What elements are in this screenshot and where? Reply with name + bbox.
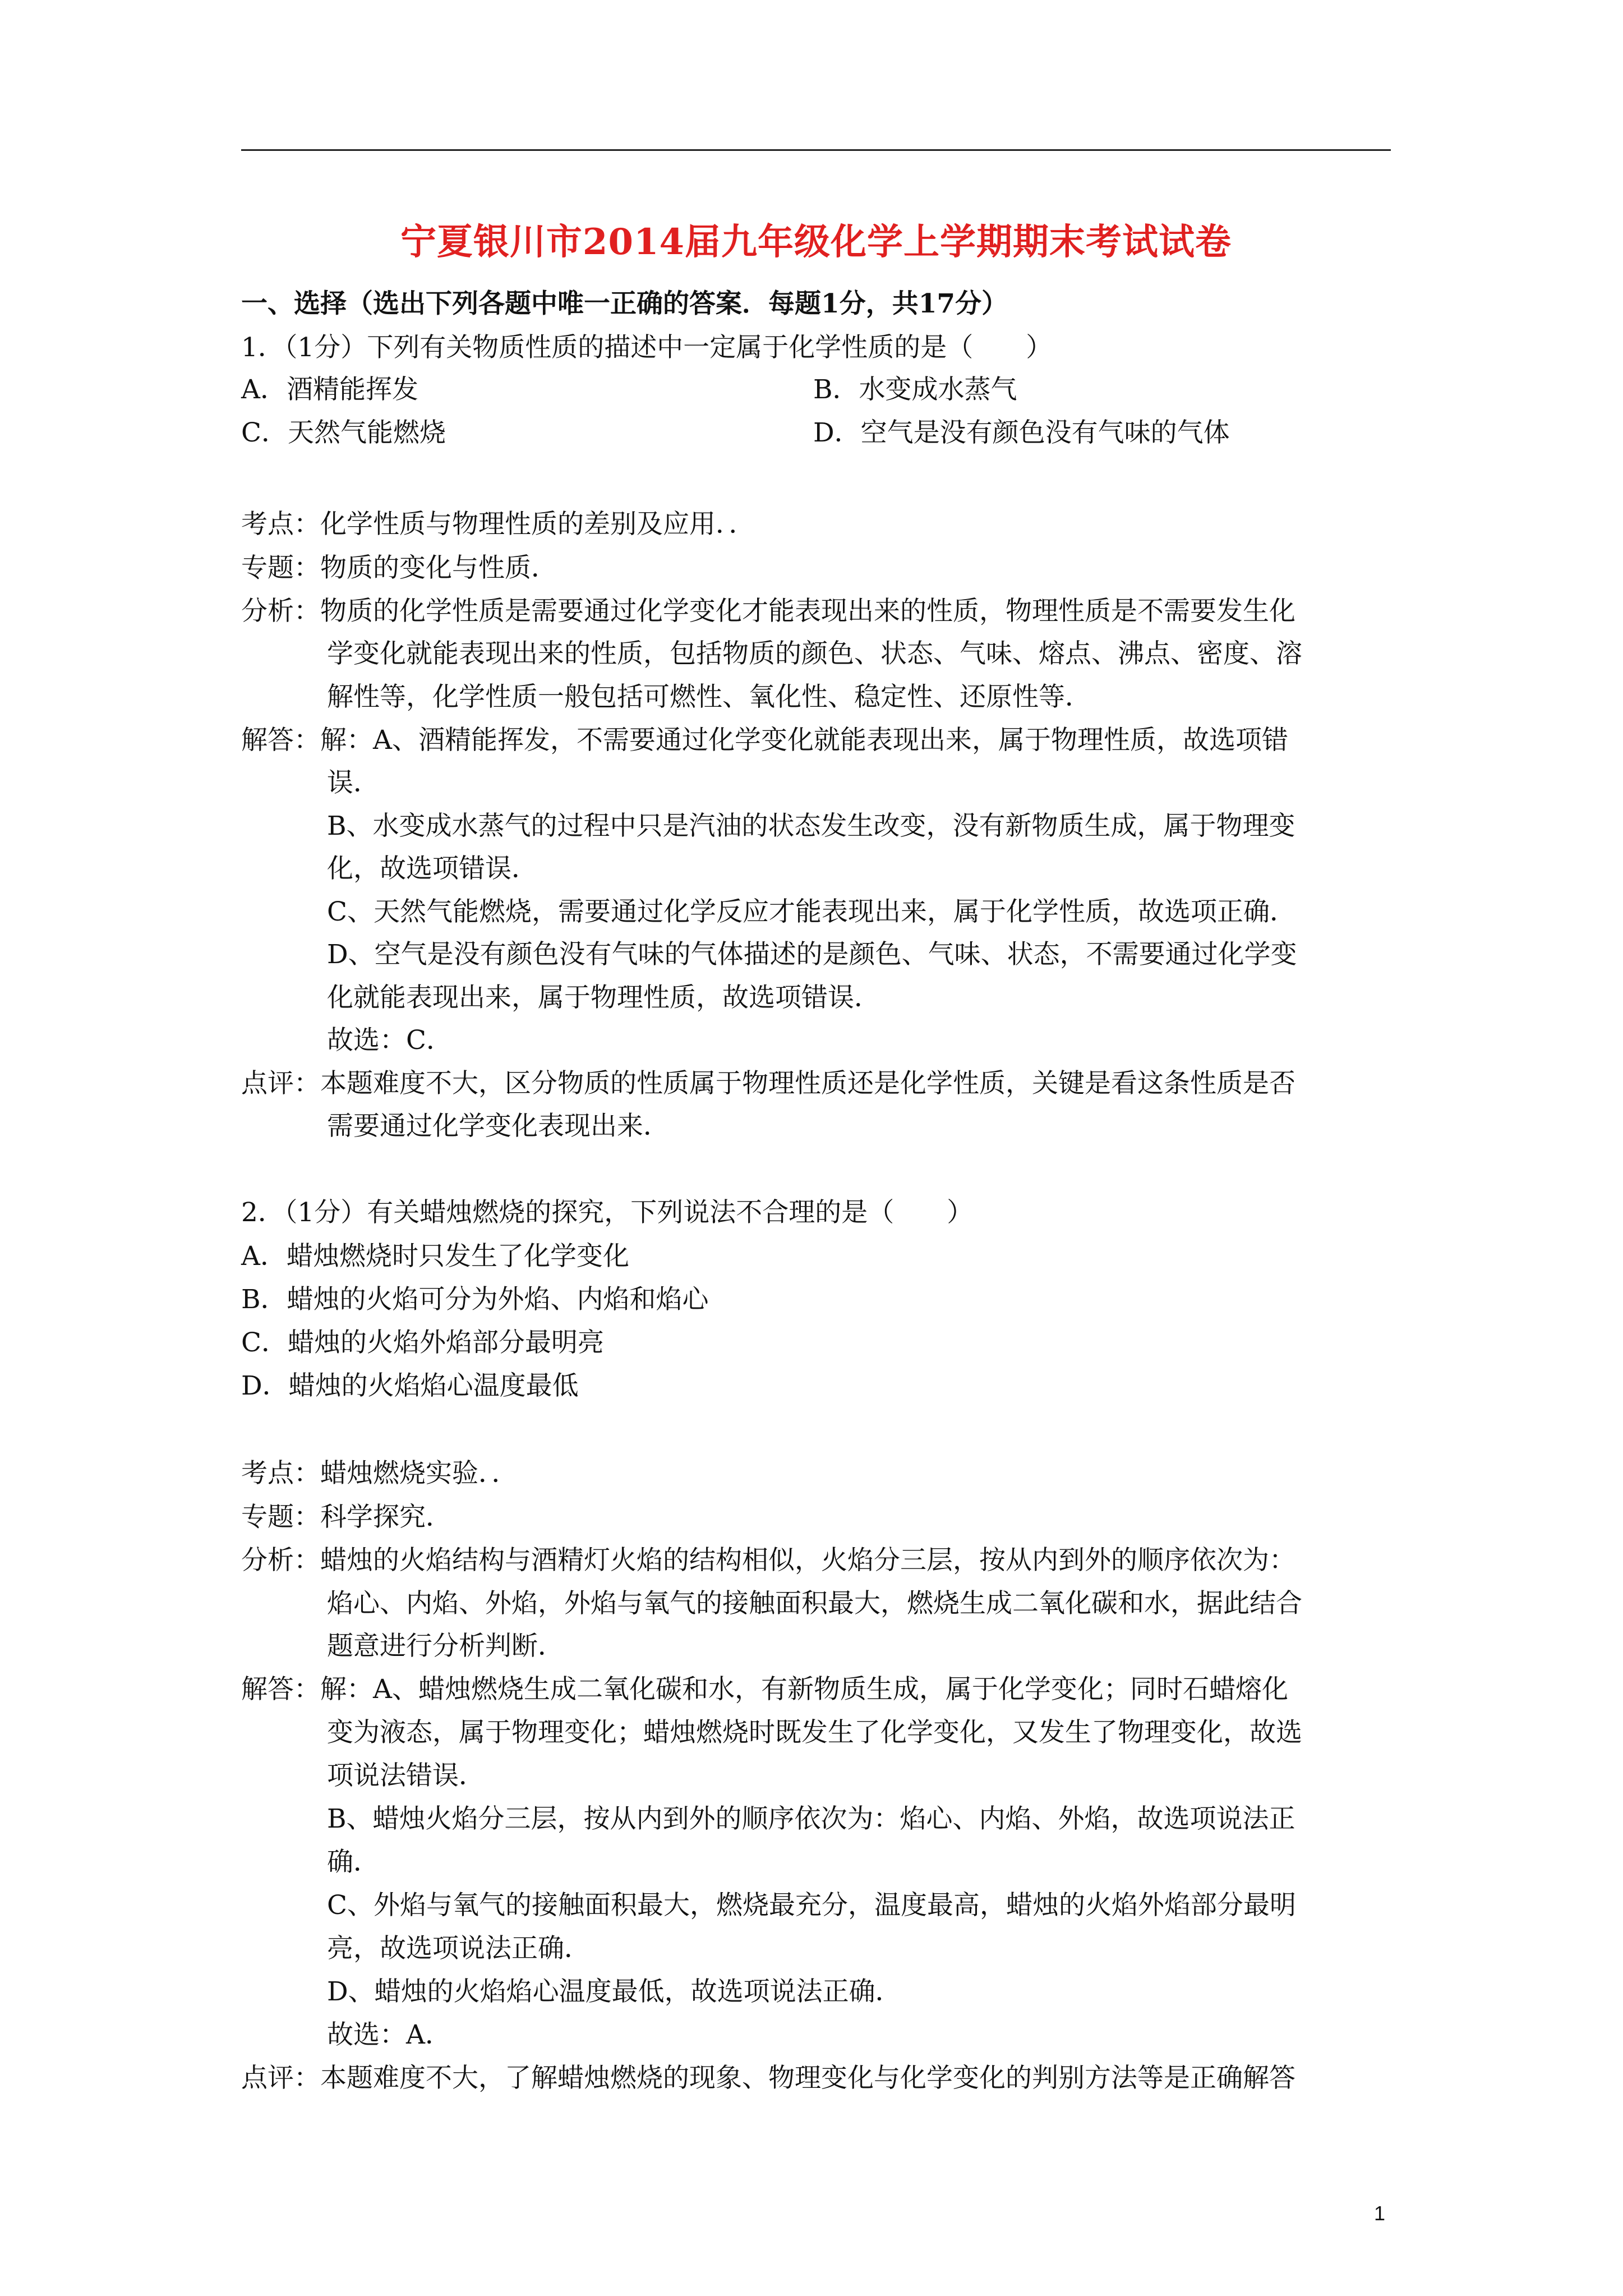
q1-stem: 1．（1分）下列有关物质性质的描述中一定属于化学性质的是（ ） bbox=[241, 332, 1053, 363]
q2-fenxi-line: 题意进行分析判断． bbox=[327, 1631, 564, 1662]
q2-jieda-line: D、蜡烛的火焰焰心温度最低，故选项说法正确． bbox=[327, 1976, 902, 2007]
q2-jieda-line: 故选：A． bbox=[327, 2019, 451, 2050]
q2-jieda-line: 变为液态，属于物理变化；蜡烛燃烧时既发生了化学变化，又发生了物理变化，故选 bbox=[327, 1717, 1302, 1748]
page-number: 1 bbox=[1374, 2202, 1386, 2225]
q1-option-c: C．天然气能燃烧 bbox=[241, 417, 446, 448]
q1-fenxi-line: 学变化就能表现出来的性质，包括物质的颜色、状态、气味、熔点、沸点、密度、溶 bbox=[327, 638, 1302, 669]
q1-jieda-line: 化，故选项错误． bbox=[327, 853, 538, 884]
q1-jieda-line: 误． bbox=[327, 767, 380, 798]
q1-fenxi-line: 解性等，化学性质一般包括可燃性、氧化性、稳定性、还原性等． bbox=[327, 682, 1091, 712]
q2-kaodian: 考点：蜡烛燃烧实验．． bbox=[241, 1458, 518, 1489]
q1-jieda-line: B、水变成水蒸气的过程中只是汽油的状态发生改变，没有新物质生成，属于物理变 bbox=[327, 811, 1295, 841]
section-heading: 一、选择（选出下列各题中唯一正确的答案．每题1分，共17分） bbox=[241, 288, 1008, 319]
q2-dianping-line: 点评：本题难度不大，了解蜡烛燃烧的现象、物理变化与化学变化的判别方法等是正确解答 bbox=[241, 2063, 1295, 2093]
q1-jieda-line: 化就能表现出来，属于物理性质，故选项错误． bbox=[327, 982, 880, 1013]
q1-dianping-line: 需要通过化学变化表现出来． bbox=[327, 1111, 670, 1142]
q1-option-d: D．空气是没有颜色没有气味的气体 bbox=[813, 417, 1230, 448]
q2-zhuanti: 专题：科学探究． bbox=[241, 1502, 452, 1533]
q2-stem: 2．（1分）有关蜡烛燃烧的探究，下列说法不合理的是（ ） bbox=[241, 1197, 974, 1228]
header-rule bbox=[241, 149, 1391, 151]
q2-jieda-line: 解答：解：A、蜡烛燃烧生成二氧化碳和水，有新物质生成，属于化学变化；同时石蜡熔化 bbox=[241, 1674, 1288, 1705]
q1-option-b: B．水变成水蒸气 bbox=[813, 374, 1017, 405]
q1-jieda-line: C、天然气能燃烧，需要通过化学反应才能表现出来，属于化学性质，故选项正确． bbox=[327, 896, 1296, 927]
q1-fenxi-line: 分析：物质的化学性质是需要通过化学变化才能表现出来的性质，物理性质是不需要发生化 bbox=[241, 596, 1295, 627]
q2-option-d: D．蜡烛的火焰焰心温度最低 bbox=[241, 1370, 579, 1401]
q2-jieda-line: 项说法错误． bbox=[327, 1760, 485, 1791]
q1-jieda-line: D、空气是没有颜色没有气味的气体描述的是颜色、气味、状态，不需要通过化学变 bbox=[327, 939, 1297, 970]
q2-jieda-line: 亮，故选项说法正确． bbox=[327, 1933, 591, 1964]
q1-kaodian: 考点：化学性质与物理性质的差别及应用．． bbox=[241, 509, 755, 540]
q1-jieda-line: 故选：C． bbox=[327, 1025, 453, 1056]
q1-option-a: A．酒精能挥发 bbox=[241, 374, 418, 405]
q2-fenxi-line: 分析：蜡烛的火焰结构与酒精灯火焰的结构相似，火焰分三层，按从内到外的顺序依次为： bbox=[241, 1545, 1295, 1576]
q2-option-b: B．蜡烛的火焰可分为外焰、内焰和焰心 bbox=[241, 1284, 709, 1315]
q2-option-c: C．蜡烛的火焰外焰部分最明亮 bbox=[241, 1327, 604, 1358]
q2-option-a: A．蜡烛燃烧时只发生了化学变化 bbox=[241, 1241, 629, 1272]
q2-jieda-line: 确． bbox=[327, 1847, 380, 1878]
q2-jieda-line: B、蜡烛火焰分三层，按从内到外的顺序依次为：焰心、内焰、外焰，故选项说法正 bbox=[327, 1803, 1295, 1834]
q2-fenxi-line: 焰心、内焰、外焰，外焰与氧气的接触面积最大，燃烧生成二氧化碳和水，据此结合 bbox=[327, 1588, 1302, 1619]
page-title: 宁夏银川市2014届九年级化学上学期期末考试试卷 bbox=[400, 221, 1232, 263]
q2-jieda-line: C、外焰与氧气的接触面积最大，燃烧最充分，温度最高，蜡烛的火焰外焰部分最明 bbox=[327, 1890, 1296, 1921]
q1-dianping-line: 点评：本题难度不大，区分物质的性质属于物理性质还是化学性质，关键是看这条性质是否 bbox=[241, 1068, 1295, 1099]
q1-jieda-line: 解答：解：A、酒精能挥发，不需要通过化学变化就能表现出来，属于物理性质，故选项错 bbox=[241, 725, 1288, 756]
q1-zhuanti: 专题：物质的变化与性质． bbox=[241, 553, 557, 583]
